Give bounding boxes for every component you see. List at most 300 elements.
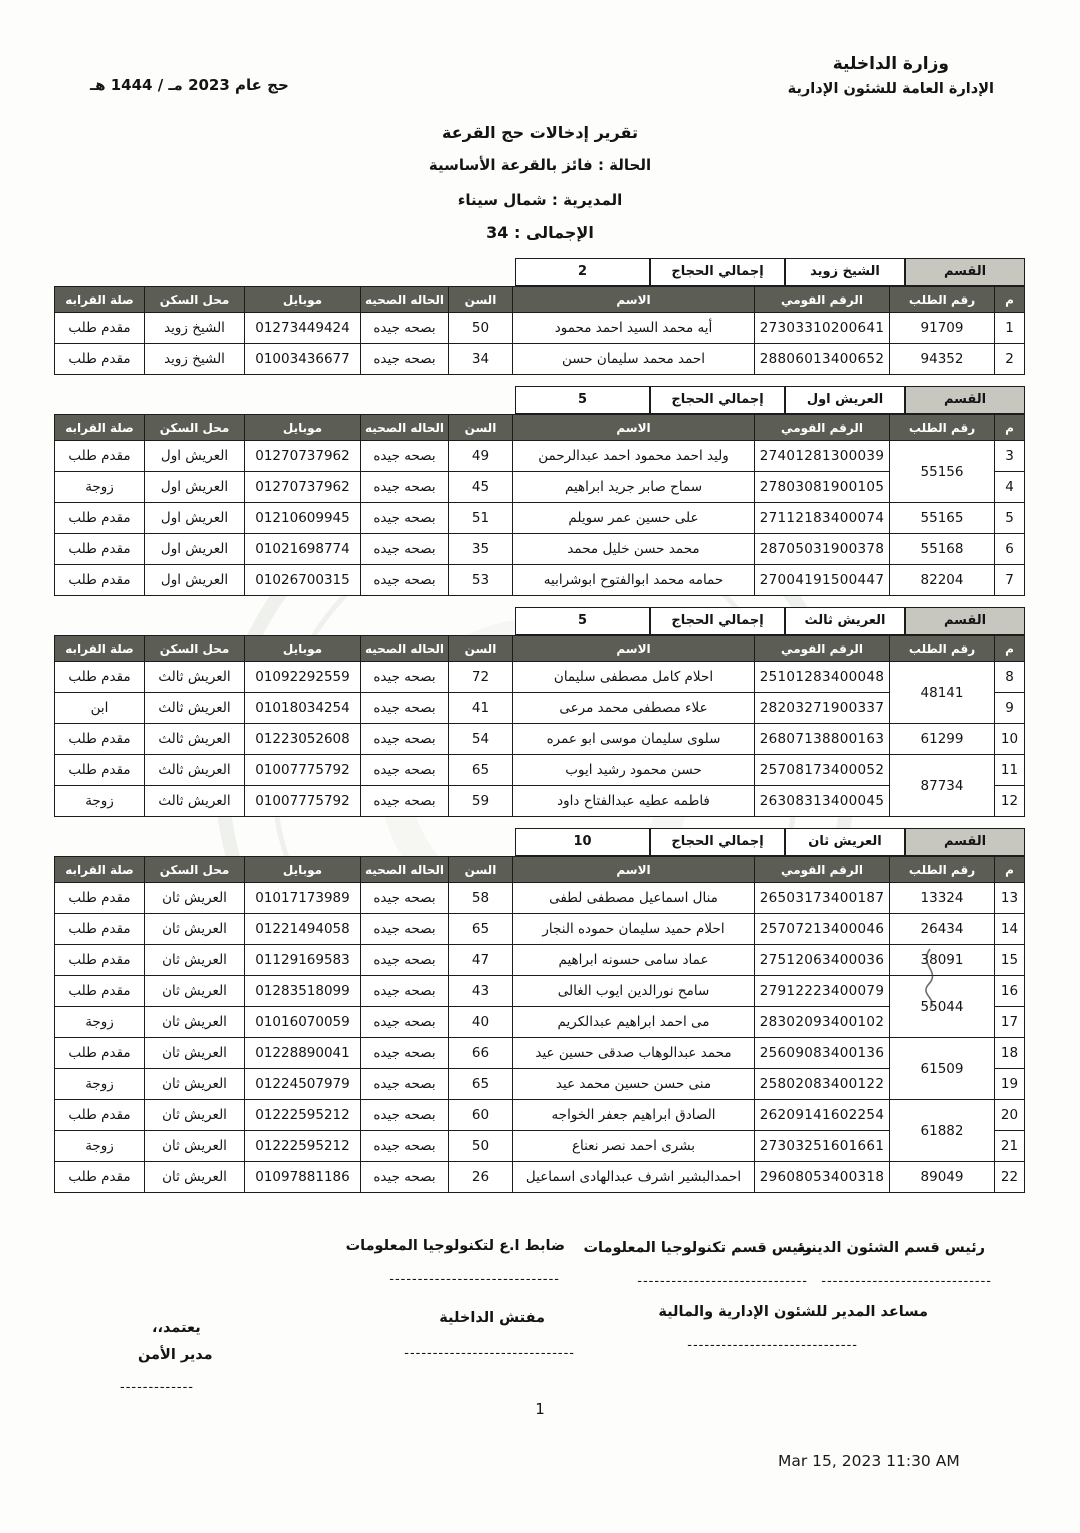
cell-age: 54 bbox=[449, 724, 513, 755]
cell-health: بصحه جيده bbox=[361, 786, 449, 817]
table-row bbox=[55, 976, 1025, 1007]
cell-nid: 27512063400036 bbox=[755, 945, 890, 976]
cell-mobile: 01221494058 bbox=[245, 914, 361, 945]
column-header: الاسم bbox=[513, 287, 755, 313]
column-header: موبايل bbox=[245, 857, 361, 883]
approval-word: يعتمد،، bbox=[152, 1320, 201, 1336]
cell-relation: مقدم طلب bbox=[55, 883, 145, 914]
cell-m: 12 bbox=[995, 786, 1025, 817]
table-row bbox=[55, 441, 1025, 472]
tables-area bbox=[55, 258, 1025, 1193]
cell-request: 55168 bbox=[890, 534, 995, 565]
cell-relation: مقدم طلب bbox=[55, 662, 145, 693]
cell-health: بصحه جيده bbox=[361, 344, 449, 375]
cell-age: 53 bbox=[449, 565, 513, 596]
status-line: الحالة : فائز بالقرعة الأساسية bbox=[428, 156, 652, 174]
print-timestamp: Mar 15, 2023 11:30 AM bbox=[778, 1452, 960, 1470]
total-pilgrims-label: إجمالي الحجاج bbox=[650, 828, 785, 856]
cell-health: بصحه جيده bbox=[361, 565, 449, 596]
section-header bbox=[515, 607, 1025, 635]
cell-age: 49 bbox=[449, 441, 513, 472]
approval-line: ------------- bbox=[120, 1380, 194, 1395]
cell-health: بصحه جيده bbox=[361, 1131, 449, 1162]
cell-name: سماح صابر جريد ابراهيم bbox=[513, 472, 755, 503]
cell-name: سامح نورالدين ايوب الغالى bbox=[513, 976, 755, 1007]
cell-relation: مقدم طلب bbox=[55, 534, 145, 565]
cell-m: 13 bbox=[995, 883, 1025, 914]
cell-mobile: 01210609945 bbox=[245, 503, 361, 534]
cell-age: 34 bbox=[449, 344, 513, 375]
report-title: تقرير إدخالات حج القرعة bbox=[441, 123, 639, 142]
cell-age: 66 bbox=[449, 1038, 513, 1069]
cell-request: 13324 bbox=[890, 883, 995, 914]
cell-health: بصحه جيده bbox=[361, 883, 449, 914]
cell-m: 17 bbox=[995, 1007, 1025, 1038]
table-header-row bbox=[55, 415, 1025, 441]
cell-health: بصحه جيده bbox=[361, 914, 449, 945]
cell-relation: زوجة bbox=[55, 1007, 145, 1038]
cell-mobile: 01007775792 bbox=[245, 786, 361, 817]
cell-name: وليد احمد محمود احمد عبدالرحمن bbox=[513, 441, 755, 472]
cell-age: 40 bbox=[449, 1007, 513, 1038]
cell-nid: 27112183400074 bbox=[755, 503, 890, 534]
cell-health: بصحه جيده bbox=[361, 976, 449, 1007]
column-header: محل السكن bbox=[145, 287, 245, 313]
cell-health: بصحه جيده bbox=[361, 755, 449, 786]
cell-residence: الشيخ زويد bbox=[145, 313, 245, 344]
cell-mobile: 01224507979 bbox=[245, 1069, 361, 1100]
cell-residence: العريش ثان bbox=[145, 976, 245, 1007]
cell-relation: مقدم طلب bbox=[55, 1038, 145, 1069]
column-header: م bbox=[995, 857, 1025, 883]
cell-age: 60 bbox=[449, 1100, 513, 1131]
table-row bbox=[55, 883, 1025, 914]
cell-relation: زوجة bbox=[55, 786, 145, 817]
cell-residence: العريش ثالث bbox=[145, 724, 245, 755]
cell-residence: العريش ثان bbox=[145, 1131, 245, 1162]
cell-residence: الشيخ زويد bbox=[145, 344, 245, 375]
column-header: صلة القرابه bbox=[55, 857, 145, 883]
cell-m: 3 bbox=[995, 441, 1025, 472]
column-header: الرقم القومي bbox=[755, 636, 890, 662]
cell-m: 20 bbox=[995, 1100, 1025, 1131]
cell-request: 26434 bbox=[890, 914, 995, 945]
total-pilgrims-label: إجمالي الحجاج bbox=[650, 607, 785, 635]
pilgrims-table bbox=[54, 856, 1025, 1193]
cell-age: 43 bbox=[449, 976, 513, 1007]
cell-nid: 27912223400079 bbox=[755, 976, 890, 1007]
sig-it-officer: ضابط ا.ع لتكنولوجيا المعلومات bbox=[345, 1238, 565, 1254]
cell-relation: مقدم طلب bbox=[55, 1100, 145, 1131]
page-header bbox=[0, 0, 1080, 97]
column-header: موبايل bbox=[245, 287, 361, 313]
cell-health: بصحه جيده bbox=[361, 472, 449, 503]
cell-mobile: 01097881186 bbox=[245, 1162, 361, 1193]
sig-interior-inspector: مفتش الداخلية bbox=[439, 1310, 545, 1326]
total-pilgrims-label: إجمالي الحجاج bbox=[650, 386, 785, 414]
signatures-footer bbox=[0, 1228, 1080, 1478]
cell-name: محمد حسن خليل محمد bbox=[513, 534, 755, 565]
cell-nid: 28302093400102 bbox=[755, 1007, 890, 1038]
cell-health: بصحه جيده bbox=[361, 441, 449, 472]
section-header bbox=[515, 828, 1025, 856]
cell-nid: 25707213400046 bbox=[755, 914, 890, 945]
cell-residence: العريش ثان bbox=[145, 1100, 245, 1131]
table-row bbox=[55, 693, 1025, 724]
column-header: م bbox=[995, 636, 1025, 662]
cell-age: 65 bbox=[449, 755, 513, 786]
cell-name: مى احمد ابراهيم عبدالكريم bbox=[513, 1007, 755, 1038]
table-row bbox=[55, 1131, 1025, 1162]
column-header: رقم الطلب bbox=[890, 857, 995, 883]
pilgrims-table bbox=[54, 635, 1025, 817]
pen-mark bbox=[900, 945, 956, 1011]
cell-age: 51 bbox=[449, 503, 513, 534]
column-header: موبايل bbox=[245, 415, 361, 441]
table-header-row bbox=[55, 287, 1025, 313]
cell-mobile: 01129169583 bbox=[245, 945, 361, 976]
cell-m: 5 bbox=[995, 503, 1025, 534]
cell-mobile: 01003436677 bbox=[245, 344, 361, 375]
cell-residence: العريش ثان bbox=[145, 945, 245, 976]
cell-health: بصحه جيده bbox=[361, 662, 449, 693]
sig-religious-head: رئيس قسم الشئون الدينية bbox=[796, 1240, 985, 1256]
cell-name: منال اسماعيل مصطفى لطفى bbox=[513, 883, 755, 914]
table-row bbox=[55, 662, 1025, 693]
cell-residence: العريش ثان bbox=[145, 1162, 245, 1193]
table-row bbox=[55, 1100, 1025, 1131]
cell-name: علاء مصطفى محمد مرعى bbox=[513, 693, 755, 724]
total-pilgrims-count: 2 bbox=[515, 258, 650, 286]
cell-m: 4 bbox=[995, 472, 1025, 503]
cell-name: حمامه محمد ابوالفتوح ابوشرابيه bbox=[513, 565, 755, 596]
table-row bbox=[55, 755, 1025, 786]
table-row bbox=[55, 914, 1025, 945]
table-row bbox=[55, 786, 1025, 817]
section-name: العريش ثالث bbox=[785, 607, 905, 635]
cell-nid: 27303251601661 bbox=[755, 1131, 890, 1162]
table-row bbox=[55, 344, 1025, 375]
cell-health: بصحه جيده bbox=[361, 945, 449, 976]
column-header: صلة القرابه bbox=[55, 287, 145, 313]
cell-residence: العريش اول bbox=[145, 534, 245, 565]
table-header-row bbox=[55, 857, 1025, 883]
cell-name: عماد سامى حسونه ابراهيم bbox=[513, 945, 755, 976]
cell-nid: 28806013400652 bbox=[755, 344, 890, 375]
cell-relation: مقدم طلب bbox=[55, 914, 145, 945]
section-name: العريش اول bbox=[785, 386, 905, 414]
cell-age: 72 bbox=[449, 662, 513, 693]
total-pilgrims-count: 10 bbox=[515, 828, 650, 856]
table-row bbox=[55, 1038, 1025, 1069]
cell-mobile: 01273449424 bbox=[245, 313, 361, 344]
column-header: الحاله الصحيه bbox=[361, 636, 449, 662]
cell-mobile: 01228890041 bbox=[245, 1038, 361, 1069]
cell-m: 15 bbox=[995, 945, 1025, 976]
cell-health: بصحه جيده bbox=[361, 1007, 449, 1038]
cell-health: بصحه جيده bbox=[361, 1162, 449, 1193]
column-header: محل السكن bbox=[145, 415, 245, 441]
column-header: رقم الطلب bbox=[890, 636, 995, 662]
column-header: محل السكن bbox=[145, 636, 245, 662]
cell-nid: 26503173400187 bbox=[755, 883, 890, 914]
cell-age: 41 bbox=[449, 693, 513, 724]
cell-request: 55165 bbox=[890, 503, 995, 534]
cell-name: احمدالبشير اشرف عبدالهادى اسماعيل bbox=[513, 1162, 755, 1193]
column-header: الرقم القومي bbox=[755, 415, 890, 441]
cell-residence: العريش ثان bbox=[145, 1069, 245, 1100]
section-label: القسم bbox=[905, 607, 1025, 635]
column-header: محل السكن bbox=[145, 857, 245, 883]
cell-health: بصحه جيده bbox=[361, 724, 449, 755]
column-header: الاسم bbox=[513, 415, 755, 441]
cell-mobile: 01270737962 bbox=[245, 441, 361, 472]
cell-m: 22 bbox=[995, 1162, 1025, 1193]
page-number: 1 bbox=[535, 1400, 545, 1418]
table-row bbox=[55, 945, 1025, 976]
cell-health: بصحه جيده bbox=[361, 693, 449, 724]
cell-m: 18 bbox=[995, 1038, 1025, 1069]
cell-name: سلوى سليمان موسى ابو عمره bbox=[513, 724, 755, 755]
column-header: الحاله الصحيه bbox=[361, 287, 449, 313]
cell-residence: العريش ثان bbox=[145, 1038, 245, 1069]
cell-m: 2 bbox=[995, 344, 1025, 375]
administration-title: الإدارة العامة للشئون الإدارية bbox=[787, 81, 994, 97]
cell-m: 21 bbox=[995, 1131, 1025, 1162]
cell-residence: العريش ثان bbox=[145, 1007, 245, 1038]
cell-request: 91709 bbox=[890, 313, 995, 344]
column-header: السن bbox=[449, 857, 513, 883]
cell-relation: مقدم طلب bbox=[55, 755, 145, 786]
directorate-line: المديرية : شمال سيناء bbox=[457, 191, 623, 209]
cell-request: 38091 bbox=[890, 945, 995, 976]
cell-age: 50 bbox=[449, 313, 513, 344]
table-row bbox=[55, 534, 1025, 565]
column-header: الحاله الصحيه bbox=[361, 415, 449, 441]
cell-health: بصحه جيده bbox=[361, 313, 449, 344]
cell-nid: 27004191500447 bbox=[755, 565, 890, 596]
cell-name: محمد عبدالوهاب صدقى حسين عيد bbox=[513, 1038, 755, 1069]
cell-name: أيه محمد السيد احمد محمود bbox=[513, 313, 755, 344]
cell-m: 9 bbox=[995, 693, 1025, 724]
cell-mobile: 01092292559 bbox=[245, 662, 361, 693]
cell-nid: 28705031900378 bbox=[755, 534, 890, 565]
sig-inspector-line: ------------------------------ bbox=[404, 1346, 575, 1361]
cell-mobile: 01222595212 bbox=[245, 1100, 361, 1131]
approval-title: مدير الأمن bbox=[138, 1347, 213, 1363]
cell-request: 87734 bbox=[890, 755, 995, 817]
section-name: العريش ثان bbox=[785, 828, 905, 856]
cell-residence: العريش اول bbox=[145, 565, 245, 596]
cell-age: 45 bbox=[449, 472, 513, 503]
column-header: الاسم bbox=[513, 857, 755, 883]
cell-m: 8 bbox=[995, 662, 1025, 693]
cell-age: 58 bbox=[449, 883, 513, 914]
cell-relation: مقدم طلب bbox=[55, 441, 145, 472]
cell-mobile: 01016070059 bbox=[245, 1007, 361, 1038]
column-header: الرقم القومي bbox=[755, 287, 890, 313]
cell-residence: العريش ثالث bbox=[145, 786, 245, 817]
table-row bbox=[55, 503, 1025, 534]
cell-request: 94352 bbox=[890, 344, 995, 375]
cell-relation: مقدم طلب bbox=[55, 1162, 145, 1193]
column-header: الحاله الصحيه bbox=[361, 857, 449, 883]
section-name: الشيخ زويد bbox=[785, 258, 905, 286]
cell-nid: 28203271900337 bbox=[755, 693, 890, 724]
cell-m: 1 bbox=[995, 313, 1025, 344]
cell-relation: زوجة bbox=[55, 472, 145, 503]
cell-nid: 25609083400136 bbox=[755, 1038, 890, 1069]
cell-health: بصحه جيده bbox=[361, 503, 449, 534]
total-pilgrims-label: إجمالي الحجاج bbox=[650, 258, 785, 286]
cell-age: 59 bbox=[449, 786, 513, 817]
cell-nid: 26807138800163 bbox=[755, 724, 890, 755]
cell-m: 10 bbox=[995, 724, 1025, 755]
sections-host bbox=[55, 258, 1025, 1193]
cell-age: 65 bbox=[449, 914, 513, 945]
sig-it-officer-line: ------------------------------ bbox=[389, 1272, 560, 1287]
cell-mobile: 01018034254 bbox=[245, 693, 361, 724]
cell-request: 55156 bbox=[890, 441, 995, 503]
cell-relation: زوجة bbox=[55, 1069, 145, 1100]
cell-residence: العريش ثان bbox=[145, 914, 245, 945]
cell-relation: مقدم طلب bbox=[55, 344, 145, 375]
org-block bbox=[788, 54, 994, 97]
cell-name: الصادق ابراهيم جعفر الخواجه bbox=[513, 1100, 755, 1131]
cell-relation: مقدم طلب bbox=[55, 565, 145, 596]
cell-m: 16 bbox=[995, 976, 1025, 1007]
cell-name: احلام كامل مصطفى سليمان bbox=[513, 662, 755, 693]
table-row bbox=[55, 1069, 1025, 1100]
column-header: صلة القرابه bbox=[55, 415, 145, 441]
column-header: رقم الطلب bbox=[890, 287, 995, 313]
cell-request: 89049 bbox=[890, 1162, 995, 1193]
cell-residence: العريش ثالث bbox=[145, 693, 245, 724]
cell-mobile: 01222595212 bbox=[245, 1131, 361, 1162]
cell-nid: 29608053400318 bbox=[755, 1162, 890, 1193]
cell-nid: 26308313400045 bbox=[755, 786, 890, 817]
cell-age: 65 bbox=[449, 1069, 513, 1100]
cell-request: 61882 bbox=[890, 1100, 995, 1162]
cell-mobile: 01270737962 bbox=[245, 472, 361, 503]
column-header: الرقم القومي bbox=[755, 857, 890, 883]
column-header: م bbox=[995, 415, 1025, 441]
cell-nid: 27803081900105 bbox=[755, 472, 890, 503]
table-row bbox=[55, 472, 1025, 503]
cell-mobile: 01026700315 bbox=[245, 565, 361, 596]
section-header bbox=[515, 258, 1025, 286]
cell-name: حسن محمود رشيد ايوب bbox=[513, 755, 755, 786]
cell-request: 48141 bbox=[890, 662, 995, 724]
grand-total-line: الإجمالى : 34 bbox=[486, 223, 594, 242]
table-row bbox=[55, 1007, 1025, 1038]
total-pilgrims-count: 5 bbox=[515, 607, 650, 635]
ministry-title: وزارة الداخلية bbox=[832, 54, 949, 74]
column-header: رقم الطلب bbox=[890, 415, 995, 441]
cell-name: بشرى احمد نصر نعناع bbox=[513, 1131, 755, 1162]
cell-residence: العريش اول bbox=[145, 503, 245, 534]
cell-relation: مقدم طلب bbox=[55, 724, 145, 755]
cell-residence: العريش ثان bbox=[145, 883, 245, 914]
pilgrims-table bbox=[54, 414, 1025, 596]
hajj-year: حج عام 2023 مـ / 1444 هـ bbox=[90, 76, 289, 94]
cell-name: احلام حميد سليمان حموده النجار bbox=[513, 914, 755, 945]
cell-relation: مقدم طلب bbox=[55, 503, 145, 534]
column-header: م bbox=[995, 287, 1025, 313]
cell-m: 19 bbox=[995, 1069, 1025, 1100]
cell-relation: مقدم طلب bbox=[55, 313, 145, 344]
total-pilgrims-count: 5 bbox=[515, 386, 650, 414]
cell-m: 7 bbox=[995, 565, 1025, 596]
cell-nid: 25101283400048 bbox=[755, 662, 890, 693]
cell-nid: 26209141602254 bbox=[755, 1100, 890, 1131]
sig-it-head-line: ------------------------------ bbox=[637, 1274, 808, 1289]
cell-relation: زوجة bbox=[55, 1131, 145, 1162]
section-label: القسم bbox=[905, 258, 1025, 286]
cell-residence: العريش ثالث bbox=[145, 662, 245, 693]
cell-health: بصحه جيده bbox=[361, 534, 449, 565]
sig-it-head: رئيس قسم تكنولوجيا المعلومات bbox=[583, 1240, 812, 1256]
table-row bbox=[55, 313, 1025, 344]
cell-mobile: 01283518099 bbox=[245, 976, 361, 1007]
cell-nid: 25802083400122 bbox=[755, 1069, 890, 1100]
cell-residence: العريش ثالث bbox=[145, 755, 245, 786]
cell-m: 6 bbox=[995, 534, 1025, 565]
sig-assistant-director: مساعد المدير للشئون الإدارية والمالية bbox=[658, 1304, 928, 1320]
cell-mobile: 01007775792 bbox=[245, 755, 361, 786]
column-header: موبايل bbox=[245, 636, 361, 662]
cell-health: بصحه جيده bbox=[361, 1069, 449, 1100]
cell-age: 47 bbox=[449, 945, 513, 976]
table-header-row bbox=[55, 636, 1025, 662]
cell-mobile: 01021698774 bbox=[245, 534, 361, 565]
cell-nid: 27303310200641 bbox=[755, 313, 890, 344]
cell-name: احمد محمد سليمان حسن bbox=[513, 344, 755, 375]
section-label: القسم bbox=[905, 828, 1025, 856]
cell-mobile: 01223052608 bbox=[245, 724, 361, 755]
cell-m: 11 bbox=[995, 755, 1025, 786]
sig-assistant-line: ------------------------------ bbox=[687, 1338, 858, 1353]
cell-residence: العريش اول bbox=[145, 441, 245, 472]
column-header: صلة القرابه bbox=[55, 636, 145, 662]
sig-religious-line: ------------------------------ bbox=[821, 1274, 992, 1289]
table-row bbox=[55, 1162, 1025, 1193]
pilgrims-table bbox=[54, 286, 1025, 375]
cell-age: 35 bbox=[449, 534, 513, 565]
cell-health: بصحه جيده bbox=[361, 1100, 449, 1131]
cell-relation: ابن bbox=[55, 693, 145, 724]
cell-age: 50 bbox=[449, 1131, 513, 1162]
cell-request: 55044 bbox=[890, 976, 995, 1038]
cell-name: فاطمه عطيه عبدالفتاح داود bbox=[513, 786, 755, 817]
cell-mobile: 01017173989 bbox=[245, 883, 361, 914]
cell-health: بصحه جيده bbox=[361, 1038, 449, 1069]
section-label: القسم bbox=[905, 386, 1025, 414]
cell-request: 61299 bbox=[890, 724, 995, 755]
cell-residence: العريش اول bbox=[145, 472, 245, 503]
report-titles bbox=[0, 123, 1080, 242]
cell-m: 14 bbox=[995, 914, 1025, 945]
column-header: السن bbox=[449, 636, 513, 662]
column-header: السن bbox=[449, 415, 513, 441]
cell-relation: مقدم طلب bbox=[55, 945, 145, 976]
cell-request: 61509 bbox=[890, 1038, 995, 1100]
cell-age: 26 bbox=[449, 1162, 513, 1193]
table-row bbox=[55, 724, 1025, 755]
section-header bbox=[515, 386, 1025, 414]
cell-relation: مقدم طلب bbox=[55, 976, 145, 1007]
cell-name: منى حسن حسين محمد عيد bbox=[513, 1069, 755, 1100]
